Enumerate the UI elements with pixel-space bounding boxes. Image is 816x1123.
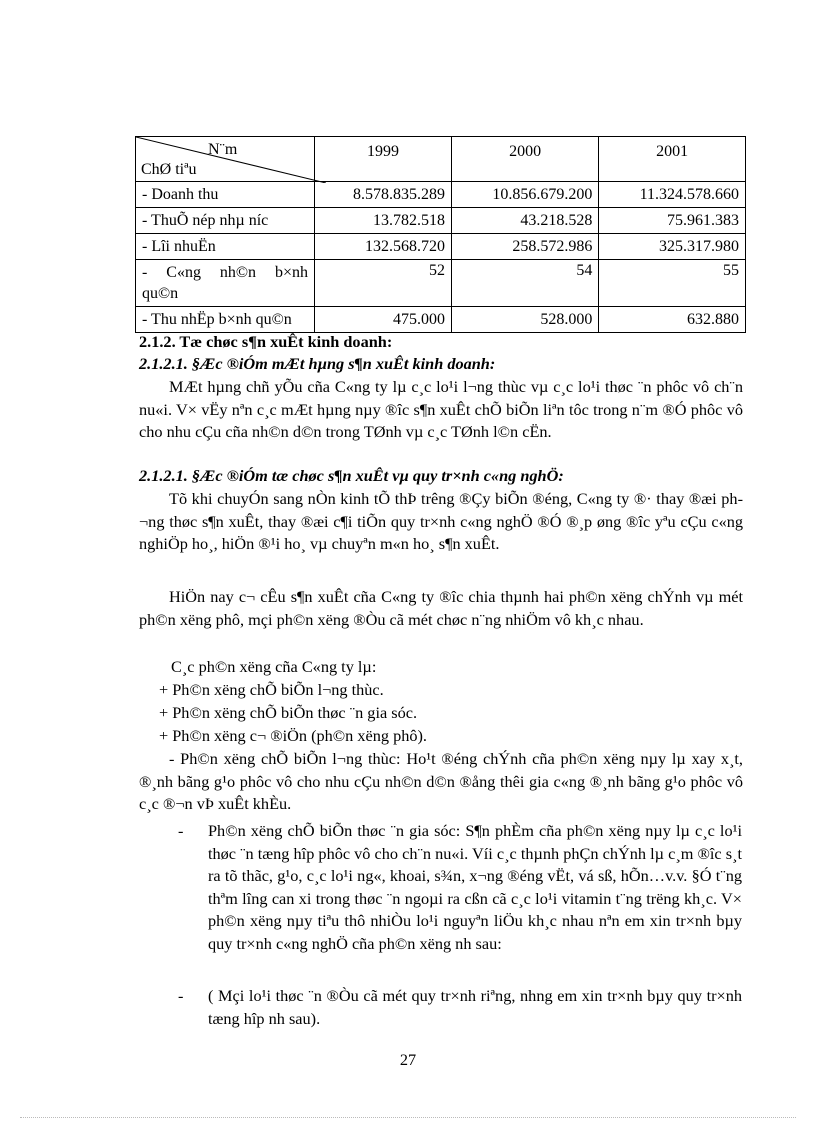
cell-value: 13.782.518 xyxy=(315,208,452,234)
cell-value: 632.880 xyxy=(599,307,746,333)
row-label-part: C«ng xyxy=(166,264,201,281)
page-bottom-border xyxy=(20,1117,796,1118)
table-row xyxy=(136,208,746,234)
paragraph: HiÖn nay c¬ cÊu s¶n xuÊt cña C«ng ty ®îc chia thµnh hai ph©n xëng chÝnh vµ mét ph©n xëng phô, mçi ph©n xëng ®Òu cã mét chøc n¨ng nhiÖm vô kh¸c nhau. xyxy=(139,587,743,629)
list-item xyxy=(178,985,742,1030)
diagonal-header-cell xyxy=(136,137,315,182)
cell-value: 8.578.835.289 xyxy=(315,182,452,208)
row-label: - ThuÕ nép nhµ níc xyxy=(136,208,315,234)
cell-value: 132.568.720 xyxy=(315,234,452,260)
paragraph: MÆt hµng chñ yÕu cña C«ng ty lµ c¸c lo¹i l¬ng thùc vµ c¸c lo¹i thøc ¨n phôc vô ch¨n nu«i. V× vËy nªn c¸c mÆt hµng nµy ®îc s¶n xuÊt chÕ biÕn liªn tôc trong n¨m ®Ó phôc vô cho nhu cÇu cña nh©n d©n trong TØnh vµ c¸c TØnh l©n cËn. xyxy=(139,377,743,441)
row-label-part: nh©n xyxy=(219,264,257,281)
header-year-label: N¨m xyxy=(208,141,238,158)
row-label xyxy=(136,260,315,307)
statistics-table xyxy=(135,136,746,333)
year-header-2001: 2001 xyxy=(599,137,746,182)
year-header-2000: 2000 xyxy=(451,137,598,182)
cell-value: 52 xyxy=(315,260,452,307)
cell-value: 43.218.528 xyxy=(451,208,598,234)
list-dash: - xyxy=(178,821,184,840)
list-item: + Ph©n xëng chÕ biÕn thøc ¨n gia sóc. xyxy=(159,703,418,722)
list-item: + Ph©n xëng c¬ ®iÖn (ph©n xëng phô). xyxy=(159,726,428,745)
list-item-text: ( Mçi lo¹i thøc ¨n ®Òu cã mét quy tr×nh riªng, nhng em xin tr×nh bµy quy tr×nh tæng hîp nh sau). xyxy=(208,986,742,1028)
row-label-part: qu©n xyxy=(142,285,179,302)
cell-value: 11.324.578.660 xyxy=(599,182,746,208)
table-row xyxy=(136,234,746,260)
paragraph: C¸c ph©n xëng cña C«ng ty lµ: xyxy=(171,657,377,676)
table-row xyxy=(136,307,746,333)
cell-value: 54 xyxy=(451,260,598,307)
table-row xyxy=(136,182,746,208)
page-number: 27 xyxy=(399,1050,417,1069)
row-label: - Lîi nhuËn xyxy=(136,234,315,260)
cell-value: 528.000 xyxy=(451,307,598,333)
cell-value: 55 xyxy=(599,260,746,307)
subsection-heading: 2.1.2.1. §Æc ®iÓm tæ chøc s¶n xuÊt vµ quy tr×nh c«ng nghÖ: xyxy=(139,466,564,485)
row-label-part: - xyxy=(142,264,148,281)
paragraph: Tõ khi chuyÓn sang nÒn kinh tÕ thÞ trêng ®Çy biÕn ®éng, C«ng ty ®· thay ®æi ph¬ng thøc s¶n xuÊt, thay ®æi c¶i tiÕn quy tr×nh c«ng nghÖ ®Ó ®¸p øng ®îc yªu cÇu c«ng nghiÖp ho¸, hiÖn ®¹i ho¸ vµ chuyªn m«n ho¸ s¶n xuÊt. xyxy=(139,489,743,553)
row-label-part: b×nh xyxy=(274,264,308,281)
subsection-heading: 2.1.2.1. §Æc ®iÓm mÆt hµng s¶n xuÊt kinh doanh: xyxy=(139,354,496,373)
row-label: - Doanh thu xyxy=(136,182,315,208)
row-label: - Thu nhËp b×nh qu©n xyxy=(136,307,315,333)
cell-value: 10.856.679.200 xyxy=(451,182,598,208)
list-dash: - xyxy=(178,986,184,1005)
year-header-1999: 1999 xyxy=(315,137,452,182)
list-item xyxy=(178,820,742,955)
cell-value: 325.317.980 xyxy=(599,234,746,260)
cell-value: 475.000 xyxy=(315,307,452,333)
list-item-text: Ph©n xëng chÕ biÕn thøc ¨n gia sóc: S¶n phÈm cña ph©n xëng nµy lµ c¸c lo¹i thøc ¨n tæng hîp phôc vô cho ch¨n nu«i. Víi c¸c thµnh phÇn chÝnh lµ c¸m ®îc s¸t ra tõ thãc, g¹o, c¸c lo¹i ng«, khoai, s¾n, x¬ng ®éng vËt, vá sß, hÕn…v.v. §Ó t¨ng thªm lîng can xi trong thøc ¨n ngoµi ra cßn cã c¸c lo¹i vitamin t¨ng trëng kh¸c. V× ph©n xëng nµy tiªu thô nhiÒu lo¹i nguyªn liÖu kh¸c nhau nªn em xin tr×nh bµy quy tr×nh c«ng nghÖ cña ph©n xëng nh sau: xyxy=(208,821,742,953)
list-item: + Ph©n xëng chÕ biÕn l¬ng thùc. xyxy=(159,680,384,699)
cell-value: 75.961.383 xyxy=(599,208,746,234)
table-row xyxy=(136,260,746,307)
table-header-row xyxy=(136,137,746,182)
cell-value: 258.572.986 xyxy=(451,234,598,260)
section-heading: 2.1.2. Tæ chøc s¶n xuÊt kinh doanh: xyxy=(139,332,393,351)
paragraph: - Ph©n xëng chÕ biÕn l¬ng thùc: Ho¹t ®éng chÝnh cña ph©n xëng nµy lµ xay x¸t, ®¸nh bãng g¹o phôc vô cho nhu cÇu nh©n d©n ®ång thêi gia c«ng ®¸nh bãng g¹o phôc vô c¸c ®¬n vÞ xuÊt khÈu. xyxy=(139,749,743,813)
header-indicator-label: ChØ tiªu xyxy=(141,161,197,178)
